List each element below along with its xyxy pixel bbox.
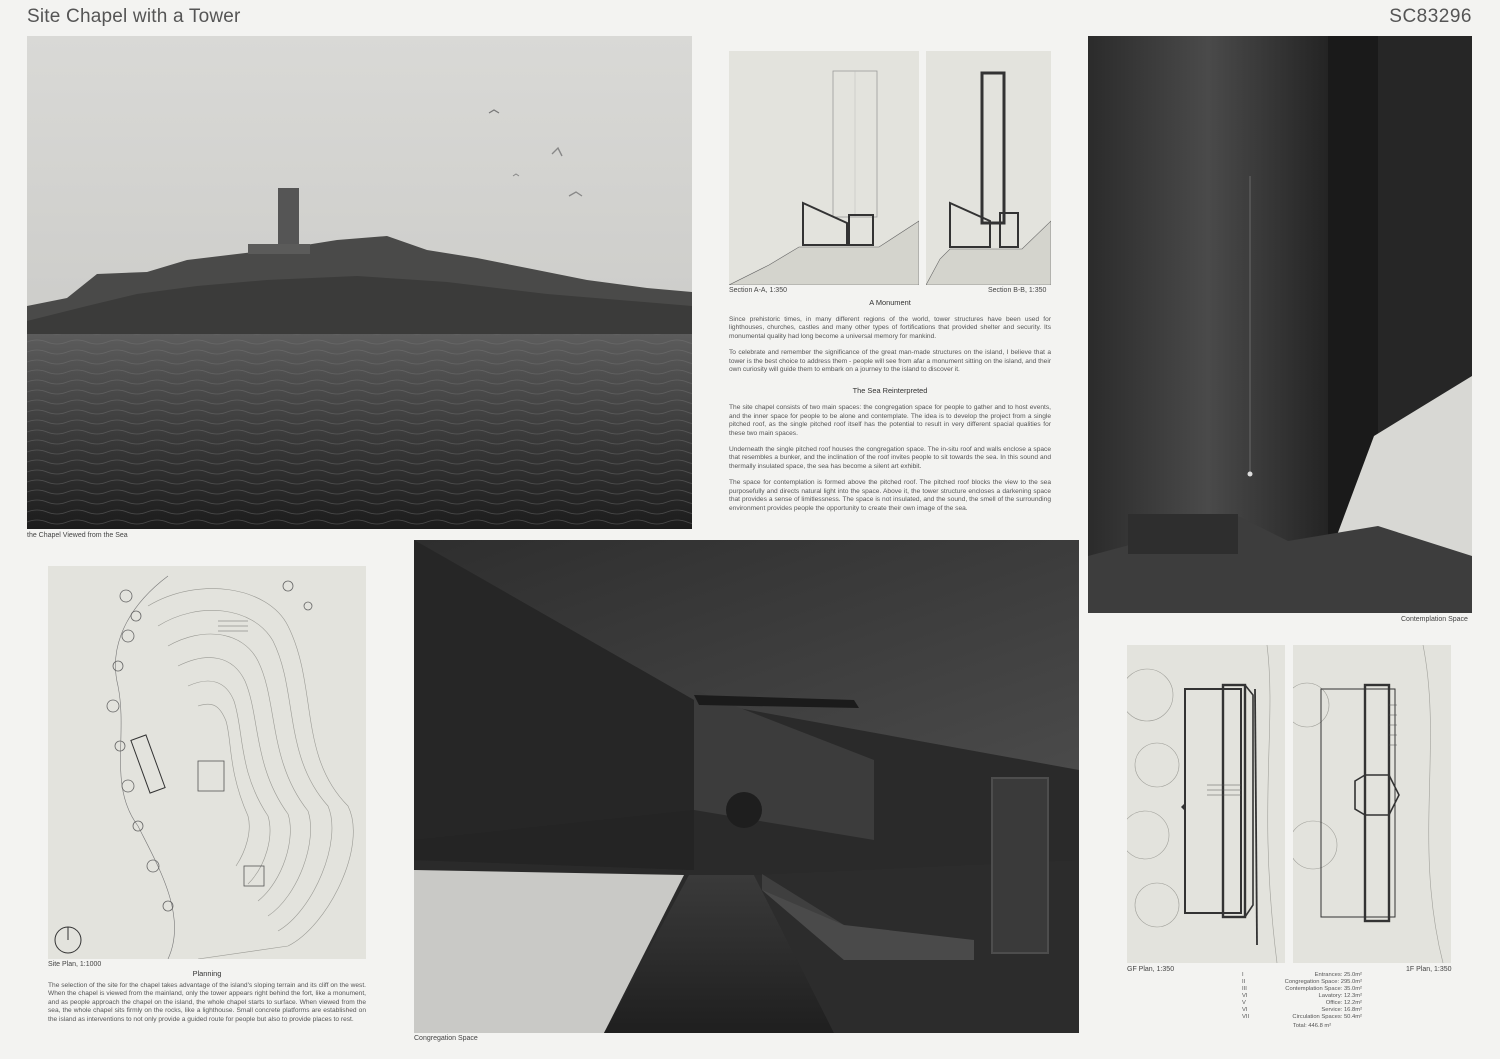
ff-plan-caption: 1F Plan, 1:350 [1406,966,1452,973]
section-bb-caption: Section B-B, 1:350 [988,287,1047,294]
ff-plan-drawing [1293,645,1451,963]
area-row: II Congregation Space: 295.0m² [1242,979,1362,985]
section-aa-caption: Section A-A, 1:350 [729,287,787,294]
gf-plan-drawing [1127,645,1285,963]
area-row: VI Service: 16.8m² [1242,1007,1362,1013]
page-title: Site Chapel with a Tower [27,6,241,27]
sea-paragraph-3: The space for contemplation is formed above the pitched roof. The pitched roof blocks the view to the sea purposefully and directs natural light into the space. Above it, the tower structure encloses a darkening space that provides a sense of limitlessness. The space is not insulated, and the sound, the smell of the surrounding environment provides people the opportunity to create their own image of the sea. [729,479,1051,512]
area-row: VII Circulation Spaces: 50.4m² [1242,1014,1362,1020]
area-row: V Office: 12.2m² [1242,1000,1362,1006]
monument-heading: A Monument [869,298,911,307]
area-row: III Contemplation Space: 35.0m² [1242,986,1362,992]
area-row: I Entrances: 25.0m² [1242,972,1362,978]
congregation-caption: Congregation Space [414,1035,478,1042]
project-code: SC83296 [1389,6,1472,27]
planning-text [48,969,366,1024]
description-text [729,298,1051,513]
contemplation-space-image [1088,36,1472,613]
monument-paragraph-2: To celebrate and remember the significance of the great man-made structures on the island, I believe that a tower is the best choice to address them - people will see from afar a monument sitting on the island, and their own curiosity will guide them to embark on a journey to the island to discover it. [729,349,1051,374]
area-total: Total: 446.8 m² [1292,1023,1332,1029]
monument-paragraph-1: Since prehistoric times, in many different regions of the world, tower structures have been used for lighthouses, churches, castles and many other types of fortifications that provided shelter and security. Its monumental quality had long become a universal memory for mankind. [729,316,1051,340]
area-schedule [1242,972,1362,1030]
sea-view-caption: the Chapel Viewed from the Sea [27,532,128,539]
sea-paragraph-2: Underneath the single pitched roof houses the congregation space. The in-situ roof and walls enclose a space that resembles a bunker, and the inclination of the roof invites people to sit towards the sea. In this sound and thermally insulated space, the sea has become a silent art exhibit. [729,446,1051,470]
gf-plan-caption: GF Plan, 1:350 [1127,966,1175,973]
planning-paragraph: The selection of the site for the chapel takes advantage of the island's sloping terrain and its cliff on the west. When the chapel is viewed from the mainland, only the tower appears right behind the fort, like a monument, and as people approach the chapel on the island, the whole chapel starts to surface. When viewed from the sea, the whole chapel sits firmly on the rocks, like a lighthouse. Small concrete platforms are established on the island as interventions to not only provide a guided route for people but also to provide places to rest. [48,982,366,1023]
site-plan-drawing [48,566,366,959]
contemplation-caption: Contemplation Space [1401,616,1468,623]
section-aa-drawing [729,51,919,285]
site-plan-caption: Site Plan, 1:1000 [48,961,102,968]
planning-heading: Planning [192,969,222,978]
section-bb-drawing [926,51,1051,285]
sea-heading: The Sea Reinterpreted [852,386,928,396]
congregation-space-image [414,540,1079,1033]
area-row: VI Lavatory: 12.3m² [1242,993,1362,999]
sea-view-image [27,36,692,529]
sea-paragraph-1: The site chapel consists of two main spaces: the congregation space for people to gather and to host events, and the inner space for people to be alone and contemplate. The idea is to develop the project from a single pitched roof, as the single pitched roof itself has the potential to result in very different spacial qualities for these two main spaces. [729,404,1051,437]
